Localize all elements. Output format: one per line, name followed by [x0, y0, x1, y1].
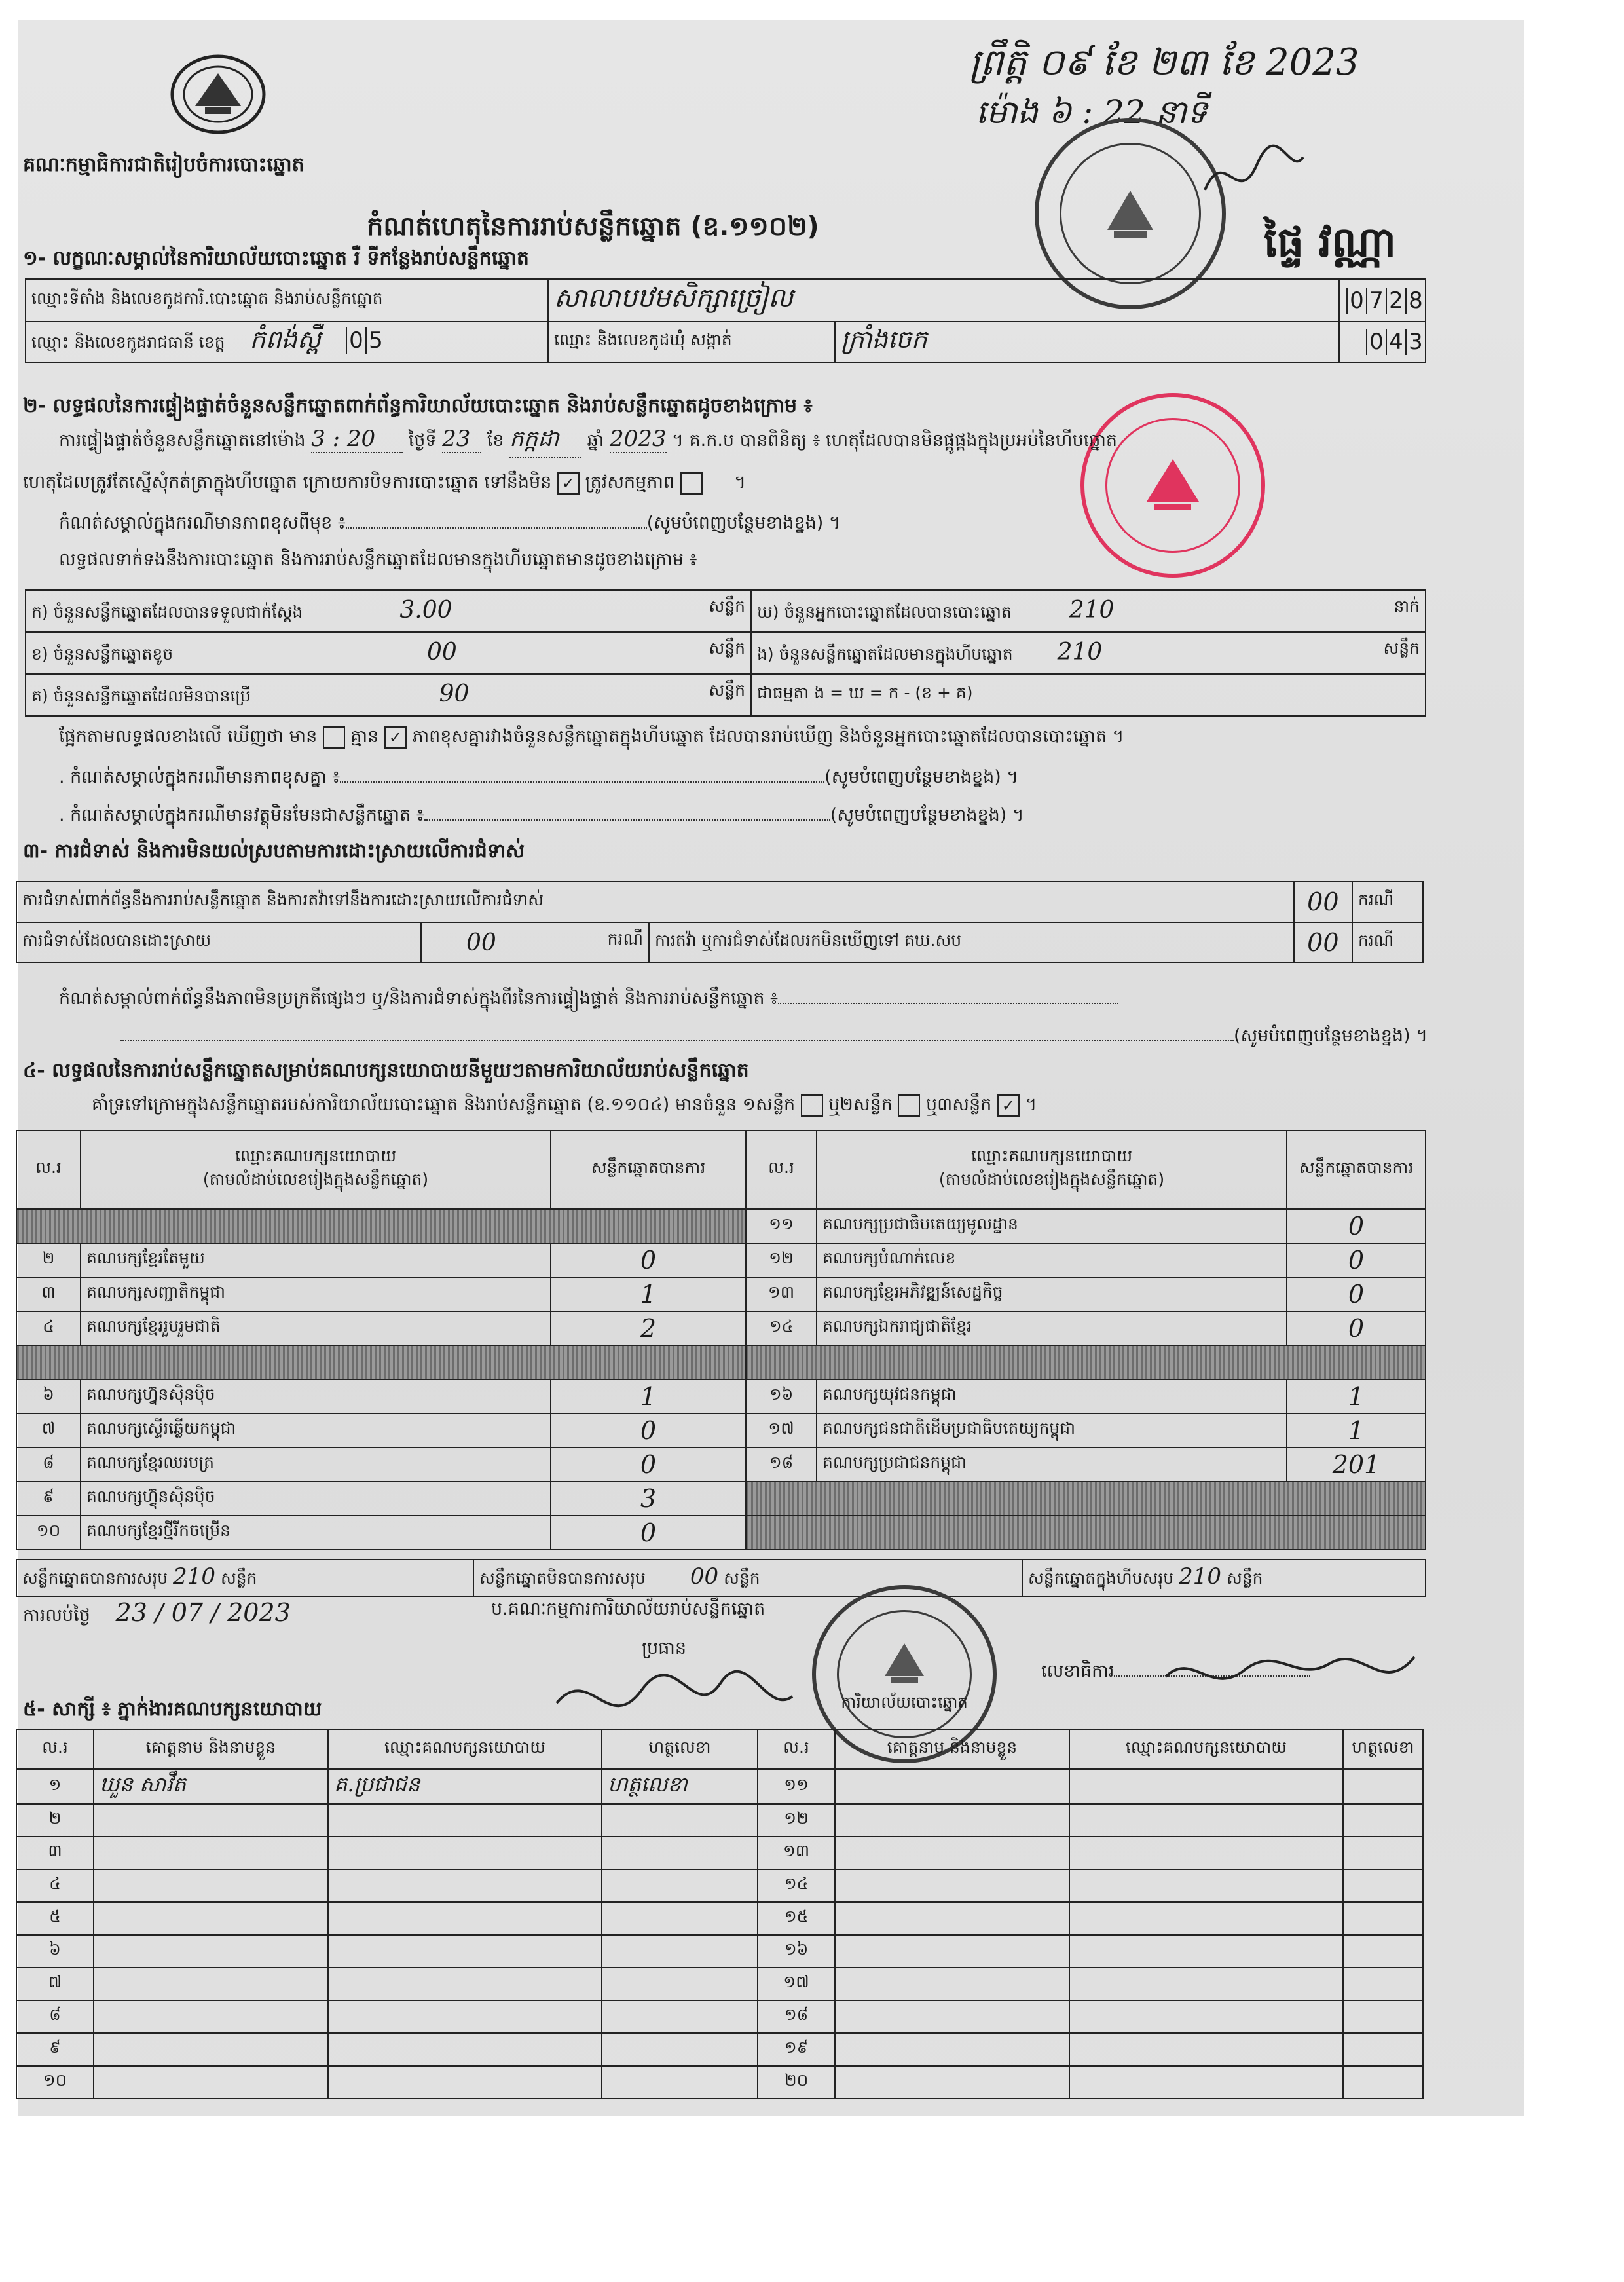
president-label: ប្រធាន — [642, 1638, 687, 1658]
witness-signature — [602, 2033, 758, 2066]
witness-party — [1069, 2000, 1343, 2033]
bottom-stamp-emblem-icon — [875, 1634, 934, 1693]
org-name: គណៈកម្មាធិការជាតិរៀបចំការបោះឆ្នោត — [23, 153, 304, 176]
witness-signature — [602, 1837, 758, 1869]
row-number: ២ — [16, 1243, 81, 1277]
row-number: ៤ — [16, 1311, 81, 1345]
stamp-emblem-icon — [1094, 178, 1166, 250]
party-votes: 1 — [551, 1379, 746, 1413]
party-votes-table: ល.រ ឈ្មោះគណបក្សនយោបាយ (តាមលំដាប់លេខរៀងក្នុងសន្លឹកឆ្នោត) សន្លឹកឆ្នោតបានការ ល.រ ឈ្មោះគណបក្សនយោបាយ (តាមលំដាប់លេខរៀងក្នុងសន្លឹកឆ្នោត) សន្លឹកឆ្នោតបានការ ១១ គណបក្សប្រជាធិបតេយ្យមូលដ្ឋាន 0 ២ គណបក្សខ្មែរតែមួយ 0 ១២ គណបក្សបំណាក់លេខ 0 ៣ គណបក្សសញ្ជាតិកម្ពុជា 1 ១៣ គណបក្សខ្មែរអភិវឌ្ឍន៍សេដ្ឋកិច្ច 0 ៤ គណបក្សខ្មែររួបរួមជាតិ 2 ១៤ គណបក្សឯករាជ្យជាតិខ្មែរ 0 ៦ គណបក្សហ្វ៊ុនស៊ិនប៉ិច 1 ១៦ គណបក្សយុវជនកម្ពុជា 1 ៧ គណបក្សស្ទើរឆ្លើយកម្ពុជា 0 ១៧ គណបក្សជនជាតិដើមប្រជាធិបតេយ្យកម្ពុជា 1 ៨ គណបក្សខ្មែរឈរបត្រ 0 ១៨ គណបក្សប្រជាជនកម្ពុជា 201 ៩ គណបក្សហ៊្វុនស៊ិនប៉ិច 3 ១០ គណបក្សខ្មែរថ្មីរីកចម្រើន 0 — [16, 1130, 1426, 1550]
row-number: ១១ — [758, 1769, 835, 1804]
witness-name — [835, 2033, 1069, 2066]
table-row — [16, 1968, 1423, 2000]
witness-name — [94, 1869, 328, 1902]
row-number: ១៨ — [746, 1448, 817, 1482]
row-number: ៤ — [16, 1869, 94, 1902]
table-row — [16, 1413, 1426, 1448]
row-number: ៨ — [16, 1448, 81, 1482]
witness-name — [94, 1837, 328, 1869]
party-name: គណបក្សឯករាជ្យជាតិខ្មែរ — [817, 1311, 1287, 1345]
section4-subline: គាំទ្រទៅក្រោមក្នុងសន្លឹកឆ្នោតរបស់ការិយាល័យបោះឆ្នោត និងរាប់សន្លឹកឆ្នោត (ឧ.១១០៤) មានចំនួន ១សន្លឹក ឬ២សន្លឹក ឬ៣សន្លឹក ✓ ។ — [92, 1094, 1037, 1119]
hatched-cell — [16, 1345, 746, 1379]
witness-party — [328, 2066, 602, 2099]
witness-signature — [1343, 2033, 1423, 2066]
table-row — [16, 1516, 1426, 1550]
section4-heading: ៤- លទ្ធផលនៃការរាប់សន្លឹកឆ្នោតសម្រាប់គណបក្សនយោបាយនីមួយៗតាមការិយាល័យរាប់សន្លឹកឆ្នោត — [23, 1059, 749, 1082]
checkbox-1-sheet[interactable] — [801, 1094, 823, 1117]
party-votes: 0 — [551, 1243, 746, 1277]
party-name: គណបក្សហ្វ៊ុនស៊ិនប៉ិច — [81, 1379, 551, 1413]
row-number: ១ — [16, 1769, 94, 1804]
section2-line4: លទ្ធផលទាក់ទងនឹងការបោះឆ្នោត និងការរាប់សន្លឹកឆ្នោតដែលមានក្នុងហីបឆ្នោតមានដូចខាងក្រោម ៖ — [59, 550, 697, 570]
witness-party — [328, 1935, 602, 1968]
hatched-cell — [16, 1209, 746, 1243]
section2-line2: ហេតុដែលត្រូវតែស្នើសុំកត់ត្រាក្នុងហីបឆ្នោត ក្រោយការបិទការបោះឆ្នោត ទៅនឹងមិន ✓ ត្រូវសកម្មភាព ។ — [23, 472, 746, 497]
nec-logo-icon — [169, 54, 267, 139]
table-row — [16, 1869, 1423, 1902]
party-votes: 0 — [1287, 1209, 1426, 1243]
table-row — [16, 1243, 1426, 1277]
section3-table: ការជំទាស់ពាក់ព័ន្ធនឹងការរាប់សន្លឹកឆ្នោត និងការតវ៉ាទៅនឹងការដោះស្រាយលើការជំទាស់ 00 ករណី ការជំទាស់ដែលបានដោះស្រាយ 00 ករណី ការតវ៉ា ឬការជំទាស់ដែលរកមិនឃើញទៅ គឃ.សប 00 ករណី — [16, 881, 1424, 963]
checkbox-2-sheets[interactable] — [898, 1094, 920, 1117]
table-row — [16, 1902, 1423, 1935]
row-number: ៣ — [16, 1277, 81, 1311]
row-number: ១៨ — [758, 2000, 835, 2033]
witness-name — [835, 1804, 1069, 1837]
party-votes: 1 — [551, 1277, 746, 1311]
party-name: គណបក្សខ្មែរតែមួយ — [81, 1243, 551, 1277]
witness-party — [328, 1968, 602, 2000]
table-row — [16, 1804, 1423, 1837]
row-number: ១៦ — [746, 1379, 817, 1413]
row-number: ១៣ — [758, 1837, 835, 1869]
witness-name — [94, 2066, 328, 2099]
witness-signature — [1343, 1804, 1423, 1837]
table-row — [16, 1345, 1426, 1379]
witness-signature — [1343, 1968, 1423, 2000]
witness-party — [328, 1804, 602, 1837]
red-stamp-emblem-icon — [1134, 446, 1212, 525]
witness-signature — [1343, 2000, 1423, 2033]
checkbox-no[interactable] — [680, 472, 703, 495]
witness-party — [1069, 1935, 1343, 1968]
witness-name — [94, 1935, 328, 1968]
witness-party — [1069, 1869, 1343, 1902]
table-row — [16, 1935, 1423, 1968]
witness-party — [328, 2000, 602, 2033]
witness-party — [1069, 1804, 1343, 1837]
witness-signature — [602, 1804, 758, 1837]
note-foreign-objects: . កំណត់សម្គាល់ក្នុងករណីមានវត្ថុមិនមែនជាសន្លឹកឆ្នោត ៖ (សូមបំពេញបន្ថែមខាងខ្នង) ។ — [59, 805, 1024, 825]
witness-name — [835, 1869, 1069, 1902]
witness-party — [328, 1902, 602, 1935]
row-number: ១០ — [16, 2066, 94, 2099]
witness-name: ឃួន សាវឹត — [94, 1769, 328, 1804]
row-number: ២ — [16, 1804, 94, 1837]
table-row — [16, 2066, 1423, 2099]
row-number: ៨ — [16, 2000, 94, 2033]
witness-party — [328, 1837, 602, 1869]
party-name: គណបក្សស្ទើរឆ្លើយកម្ពុជា — [81, 1413, 551, 1448]
party-votes: 0 — [1287, 1311, 1426, 1345]
section2-results-table: ក) ចំនួនសន្លឹកឆ្នោតដែលបានទទួលជាក់ស្តែង 3.00 សន្លឹក ឃ) ចំនួនអ្នកបោះឆ្នោតដែលបានបោះឆ្នោត 210 នាក់ ខ) ចំនួនសន្លឹកឆ្នោតខូច 00 សន្លឹក ង) ចំនួនសន្លឹកឆ្នោតដែលមានក្នុងហីបឆ្នោត 210 សន្លឹក គ) ចំនួនសន្លឹកឆ្នោតដែលមិនបានប្រើ 90 សន្លឹក ជាធម្មតា ង = ឃ = ក - (ខ + គ) — [25, 589, 1426, 717]
witness-signature — [602, 2066, 758, 2099]
witness-name — [94, 1902, 328, 1935]
section1-heading: ១- លក្ខណៈសម្គាល់នៃការិយាល័យបោះឆ្នោត រឺ ទីកន្លែងរាប់សន្លឹកឆ្នោត — [23, 247, 529, 270]
row2-commune-value: ក្រាំងចេក — [835, 322, 1339, 362]
row-number: ៧ — [16, 1413, 81, 1448]
section1-table — [25, 278, 1426, 363]
row-number: ១០ — [16, 1516, 81, 1550]
row-number: ៣ — [16, 1837, 94, 1869]
row-number: ៩ — [16, 2033, 94, 2066]
witness-signature — [602, 1935, 758, 1968]
witness-signature — [1343, 1869, 1423, 1902]
party-name: គណបក្សយុវជនកម្ពុជា — [817, 1379, 1287, 1413]
table-row — [16, 1769, 1423, 1804]
witness-party — [1069, 1837, 1343, 1869]
row-number: ២០ — [758, 2066, 835, 2099]
witness-name — [835, 1968, 1069, 2000]
signature-top — [1198, 138, 1310, 219]
row-number: ១២ — [746, 1243, 817, 1277]
row-number: ១៤ — [746, 1311, 817, 1345]
party-name: គណបក្សខ្មែរអភិវឌ្ឍន៍សេដ្ឋកិច្ច — [817, 1277, 1287, 1311]
row1-label: ឈ្មោះទីតាំង និងលេខកូដការិ.បោះឆ្នោត និងរាប់សន្លឹកឆ្នោត — [26, 279, 548, 322]
party-name: គណបក្សខ្មែររួបរួមជាតិ — [81, 1311, 551, 1345]
witness-party — [1069, 2033, 1343, 2066]
witness-name — [94, 1804, 328, 1837]
party-votes: 0 — [1287, 1243, 1426, 1277]
row2-label: ឈ្មោះ និងលេខកូដរាជធានី ខេត្ត កំពង់ស្ពឺ 0 5 — [26, 322, 548, 362]
party-name: គណបក្សប្រជាធិបតេយ្យមូលដ្ឋាន — [817, 1209, 1287, 1243]
witness-party — [328, 1869, 602, 1902]
table-row — [16, 2033, 1423, 2066]
witness-name — [835, 2000, 1069, 2033]
table-row — [16, 1448, 1426, 1482]
hatched-cell — [746, 1482, 1426, 1516]
party-name: គណបក្សប្រជាជនកម្ពុជា — [817, 1448, 1287, 1482]
row-number: ១៧ — [746, 1413, 817, 1448]
witness-signature — [1343, 1902, 1423, 1935]
checkbox-yes[interactable]: ✓ — [557, 472, 580, 495]
page-title: កំណត់ហេតុនៃការរាប់សន្លឹកឆ្នោត (ឧ.១១០២) — [367, 212, 819, 242]
row-number: ១៣ — [746, 1277, 817, 1311]
witness-name — [835, 1769, 1069, 1804]
signing-date: ការលប់ថ្ងៃ 23 / 07 / 2023 — [23, 1598, 291, 1627]
row-number: ១២ — [758, 1804, 835, 1837]
witness-party — [328, 2033, 602, 2066]
secretary-label: លេខាធិការ — [1041, 1660, 1310, 1686]
row1-value: សាលាបឋមសិក្សាច្រៀល — [548, 279, 1339, 322]
party-name: គណបក្សសញ្ជាតិកម្ពុជា — [81, 1277, 551, 1311]
hatched-cell — [746, 1516, 1426, 1550]
row-number: ១៩ — [758, 2033, 835, 2066]
checkbox-has-discrepancy[interactable] — [323, 726, 345, 749]
witness-signature — [602, 2000, 758, 2033]
witness-name — [835, 2066, 1069, 2099]
row-number: ៩ — [16, 1482, 81, 1516]
hatched-cell — [746, 1345, 1426, 1379]
row-number: ១៤ — [758, 1869, 835, 1902]
committee-label: ប.គណៈកម្មការការិយាល័យរាប់សន្លឹកឆ្នោត — [491, 1599, 766, 1619]
party-name: គណបក្សហ៊្វុនស៊ិនប៉ិច — [81, 1482, 551, 1516]
row-number: ៥ — [16, 1902, 94, 1935]
row-number: ៦ — [16, 1935, 94, 1968]
row1-code: 0 7 2 8 — [1339, 279, 1426, 322]
party-votes: 0 — [551, 1516, 746, 1550]
handwritten-date-line2: ម៉ោង ៦ : 22 នាទី — [976, 93, 1208, 131]
witness-signature — [1343, 1935, 1423, 1968]
table-row — [16, 1277, 1426, 1311]
party-votes: 0 — [551, 1413, 746, 1448]
witness-name — [835, 1837, 1069, 1869]
party-name: គណបក្សខ្មែរឈរបត្រ — [81, 1448, 551, 1482]
discrepancy-check-line: ផ្អែកតាមលទ្ធផលខាងលើ ឃើញថា មាន គ្មាន ✓ ភាពខុសគ្នារវាងចំនួនសន្លឹកឆ្នោតក្នុងហីបឆ្នោត ដែលបានរាប់ឃើញ និងចំនួនអ្នកបោះឆ្នោតដែលបានបោះឆ្នោត ។ — [59, 726, 1124, 751]
table-row — [16, 1482, 1426, 1516]
party-votes: 0 — [551, 1448, 746, 1482]
witness-name — [835, 1935, 1069, 1968]
witness-signature — [1343, 2066, 1423, 2099]
stamp-right-label: ផ្ទៃ វណ្ណា — [1264, 218, 1396, 267]
checkbox-3-sheets[interactable]: ✓ — [997, 1094, 1020, 1117]
secretary-signature — [1159, 1637, 1421, 1712]
row2-commune-code: 0 4 3 — [1339, 322, 1426, 362]
handwritten-date-line1: ព្រឹត្តិ ០៩ ខែ ២៣ ខែ 2023 — [969, 41, 1359, 84]
party-name: គណបក្សជនជាតិដើមប្រជាធិបតេយ្យកម្ពុជា — [817, 1413, 1287, 1448]
row2-commune-label: ឈ្មោះ និងលេខកូដឃុំ សង្កាត់ — [548, 322, 835, 362]
row-number: ១៥ — [758, 1902, 835, 1935]
row-number: ៧ — [16, 1968, 94, 2000]
section3-heading: ៣- ការជំទាស់ និងការមិនយល់ស្របតាមការដោះស្រាយលើការជំទាស់ — [23, 840, 525, 863]
party-votes: 0 — [1287, 1277, 1426, 1311]
table-row — [16, 1837, 1423, 1869]
table-row — [16, 1209, 1426, 1243]
witness-name — [94, 1968, 328, 2000]
row-number: ១៧ — [758, 1968, 835, 2000]
party-votes: 3 — [551, 1482, 746, 1516]
section3-note: កំណត់សម្គាល់ពាក់ព័ន្ធនឹងភាពមិនប្រក្រតីផ្សេងៗ ឬ/និងការជំទាស់ក្នុងពីរនៃការផ្ទៀងផ្ទាត់ និងការរាប់សន្លឹកឆ្នោត ៖ — [59, 988, 1118, 1013]
section2-line1: ការផ្ទៀងផ្ទាត់ចំនួនសន្លឹកឆ្នោតនៅម៉ោង 3 : 20 ថ្ងៃទី 23 ខែ កក្កដា ឆ្នាំ 2023 ។ គ.ក.ប បានពិនិត្យ ៖ ហេតុដែលបានមិនផ្គូផ្គងក្នុងប្រអប់នៃហីបឆ្នោត — [59, 424, 1117, 458]
witness-name — [835, 1902, 1069, 1935]
party-votes: 1 — [1287, 1413, 1426, 1448]
party-votes: 2 — [551, 1311, 746, 1345]
witness-signature — [602, 1869, 758, 1902]
section2-line3: កំណត់សម្គាល់ក្នុងករណីមានភាពខុសពីមុខ ៖ (សូមបំពេញបន្ថែមខាងខ្នង) ។ — [59, 513, 841, 533]
witness-party — [1069, 1968, 1343, 2000]
section3-note-end: (សូមបំពេញបន្ថែមខាងខ្នង) ។ — [39, 1025, 1428, 1051]
witness-party: គ.ប្រជាជន — [328, 1769, 602, 1804]
witness-party — [1069, 1902, 1343, 1935]
red-official-stamp — [1080, 393, 1265, 578]
party-votes: 201 — [1287, 1448, 1426, 1482]
witness-party — [1069, 1769, 1343, 1804]
table-row — [16, 1379, 1426, 1413]
witness-name — [94, 2033, 328, 2066]
checkbox-no-discrepancy[interactable]: ✓ — [384, 726, 407, 749]
party-name: គណបក្សខ្មែរថ្មីរីកចម្រើន — [81, 1516, 551, 1550]
row-number: ៦ — [16, 1379, 81, 1413]
witness-signature — [1343, 1769, 1423, 1804]
section2-heading: ២- លទ្ធផលនៃការផ្ទៀងផ្ទាត់ចំនួនសន្លឹកឆ្នោតពាក់ព័ន្ធការិយាល័យបោះឆ្នោត និងរាប់សន្លឹកឆ្នោតដូចខាងក្រោម ៖ — [23, 394, 813, 417]
party-votes: 1 — [1287, 1379, 1426, 1413]
witness-party — [1069, 2066, 1343, 2099]
note-discrepancy: . កំណត់សម្គាល់ក្នុងករណីមានភាពខុសគ្នា ៖ (សូមបំពេញបន្ថែមខាងខ្នង) ។ — [59, 767, 1019, 787]
section5-heading: ៥- សាក្សី ៖ ភ្នាក់ងារគណបក្សនយោបាយ — [23, 1698, 322, 1721]
table-row — [16, 1311, 1426, 1345]
witness-signature — [602, 1968, 758, 2000]
witness-signature — [1343, 1837, 1423, 1869]
witness-signature: ហត្ថលេខា — [602, 1769, 758, 1804]
witness-signature — [602, 1902, 758, 1935]
committee-stamp-bottom: ការិយាល័យបោះឆ្នោត — [812, 1585, 997, 1763]
witness-table: ល.រ គោត្តនាម និងនាមខ្លួន ឈ្មោះគណបក្សនយោបាយ ហត្ថលេខា ល.រ គោត្តនាម និងនាមខ្លួន ឈ្មោះគណបក្សនយោបាយ ហត្ថលេខា ១ ឃួន សាវឹត គ.ប្រជាជន ហត្ថលេខា ១១ ២ ១២ ៣ ១៣ ៤ ១៤ ៥ ១៥ ៦ ១៦ ៧ ១៧ ៨ ១៨ ៩ ១៩ ១០ ២០ — [16, 1729, 1424, 2099]
party-name: គណបក្សបំណាក់លេខ — [817, 1243, 1287, 1277]
totals-table: សន្លឹកឆ្នោតបានការសរុប 210 សន្លឹក សន្លឹកឆ្នោតមិនបានការសរុប 00 សន្លឹក សន្លឹកឆ្នោតក្នុងហីបសរុប 210 សន្លឹក — [16, 1559, 1426, 1597]
row-number: ១១ — [746, 1209, 817, 1243]
witness-name — [94, 2000, 328, 2033]
table-row — [16, 2000, 1423, 2033]
row-number: ១៦ — [758, 1935, 835, 1968]
